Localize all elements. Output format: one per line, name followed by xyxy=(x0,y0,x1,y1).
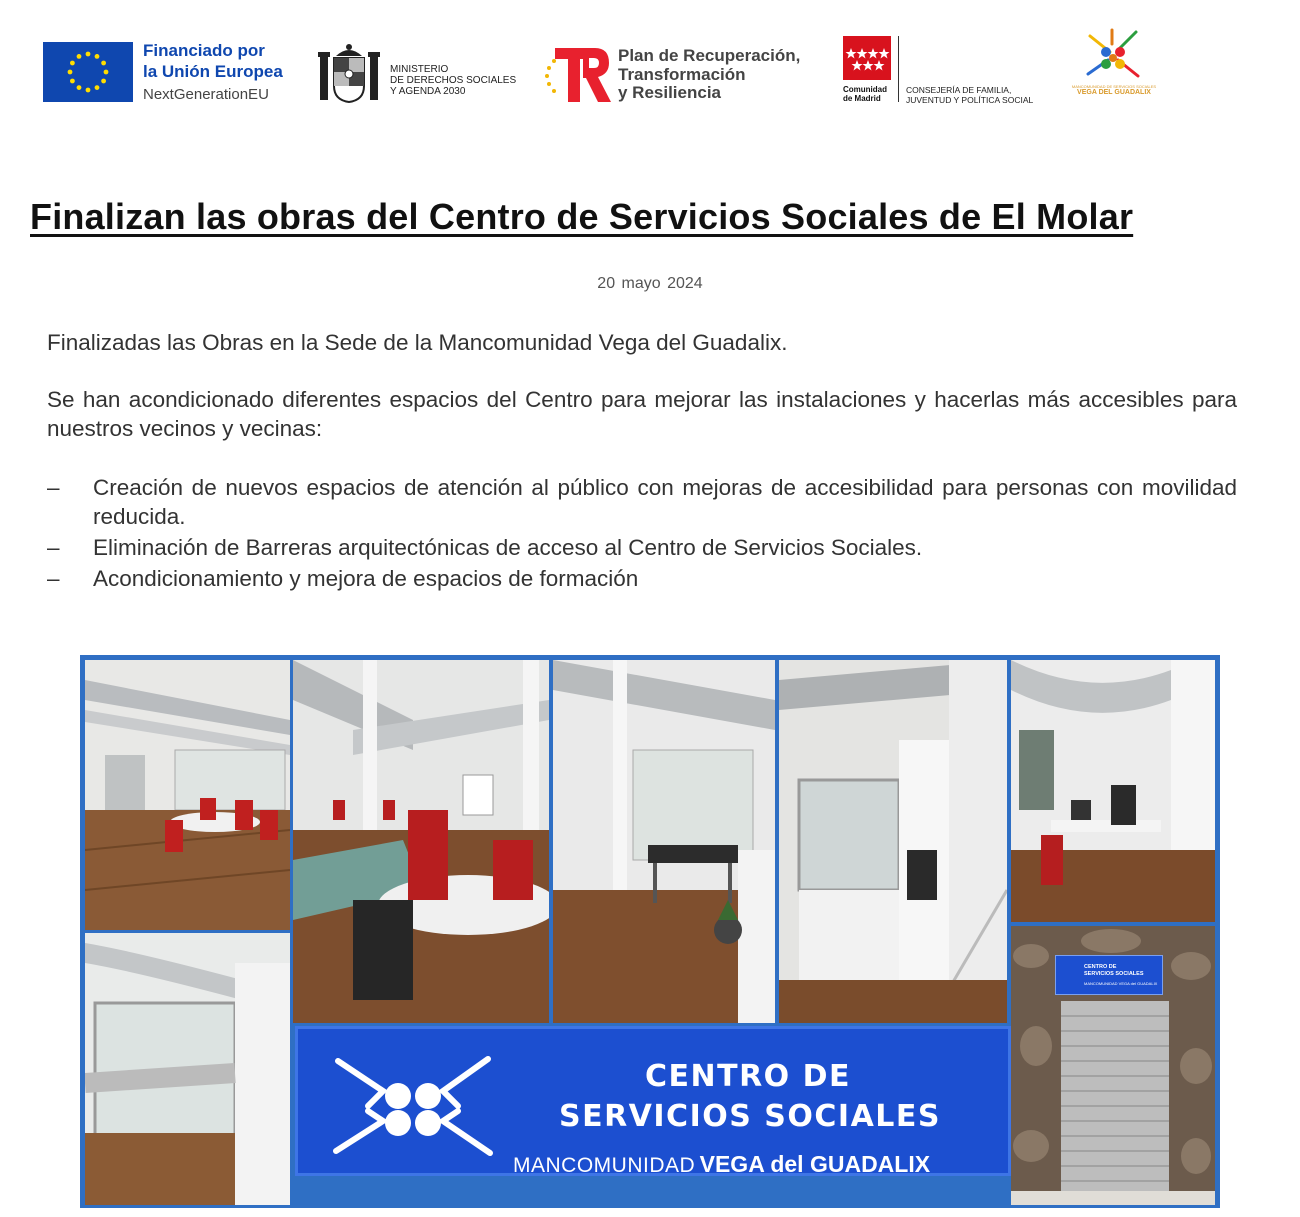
madrid-dept-line-2: JUVENTUD Y POLÍTICA SOCIAL xyxy=(906,94,1034,105)
madrid-name-line-2: de Madrid xyxy=(843,94,881,103)
center-sign xyxy=(295,1026,1011,1176)
vega-guadalix-text xyxy=(1068,84,1160,97)
prtr-line-1: Plan de Recuperación, xyxy=(618,46,801,65)
prtr-line-3: y Resiliencia xyxy=(618,83,722,102)
list-item-text: Acondicionamiento y mejora de espacios de formación xyxy=(93,566,639,591)
spain-coat-of-arms-icon xyxy=(318,42,380,106)
photo-office-red-chairs xyxy=(85,660,290,930)
bullet-dash: – xyxy=(47,475,60,500)
article-date: 20 mayo 2024 xyxy=(597,275,703,292)
sign-line-3 xyxy=(513,1151,993,1178)
list-item-text: Creación de nuevos espacios de atención al público con mejoras de accesibilidad para personas con movilidad reducida. xyxy=(93,475,1237,529)
prtr-line-2: Transformación xyxy=(618,64,746,84)
eu-line-1: Financiado por xyxy=(143,41,265,60)
photo-office-partitions xyxy=(779,660,1007,1023)
madrid-dept-line-1: CONSEJERÍA DE FAMILIA, xyxy=(906,85,1012,95)
photo-waiting-area xyxy=(553,660,775,1023)
article-paragraph: Se han acondicionado diferentes espacios del Centro para mejorar las instalaciones y hacerlas más accesibles para nuestros vecinos y vecinas: xyxy=(47,387,1237,441)
madrid-department xyxy=(906,86,1056,105)
eu-line-3: NextGenerationEU xyxy=(143,86,269,103)
eu-line-2: la Unión Europea xyxy=(143,62,283,81)
entrance-plaque xyxy=(1055,955,1163,995)
plaque-line-3: MANCOMUNIDAD VEGA del GUADALIX xyxy=(1084,981,1158,986)
prtr-text xyxy=(618,47,828,103)
vega-guadalix-logo-icon xyxy=(1082,26,1144,84)
photo-hallway-glass xyxy=(85,933,290,1205)
list-item xyxy=(47,564,1237,593)
vega-small-line: MANCOMUNIDAD DE SERVICIOS SOCIALES xyxy=(1071,84,1157,89)
vega-big-line: VEGA DEL GUADALIX xyxy=(1077,89,1151,96)
sign-line-2: SERVICIOS SOCIALES xyxy=(558,1099,942,1134)
eu-funding-text xyxy=(143,40,313,106)
bullet-dash: – xyxy=(47,535,60,560)
mancomunidad-logo-icon xyxy=(328,1051,498,1161)
plaque-line-1: CENTRO DE xyxy=(1084,964,1117,970)
sign-line-3-name: VEGA del GUADALIX xyxy=(699,1151,931,1177)
logo-strip xyxy=(0,0,1300,130)
sign-line-1: CENTRO DE xyxy=(644,1059,852,1094)
madrid-name-line-1: Comunidad xyxy=(843,85,887,94)
photo-training-room xyxy=(293,660,549,1023)
ministry-text xyxy=(390,64,520,97)
sign-line-3-prefix: MANCOMUNIDAD xyxy=(513,1154,696,1177)
photo-collage xyxy=(80,655,1220,1208)
photo-small-office xyxy=(1011,660,1215,922)
plaque-line-2: SERVICIOS SOCIALES xyxy=(1084,971,1144,977)
madrid-name xyxy=(843,85,897,103)
improvements-list xyxy=(47,473,1237,595)
list-item xyxy=(47,533,1237,562)
ministry-line-2: DE DERECHOS SOCIALES xyxy=(390,75,517,86)
list-item-text: Eliminación de Barreras arquitectónicas de acceso al Centro de Servicios Sociales. xyxy=(93,535,923,560)
madrid-flag-icon xyxy=(843,36,891,80)
article-intro: Finalizadas las Obras en la Sede de la Mancomunidad Vega del Guadalix. xyxy=(47,330,788,355)
ministry-line-1: MINISTERIO xyxy=(390,64,449,75)
article-title: Finalizan las obras del Centro de Servicios Sociales de El Molar xyxy=(30,196,1134,237)
prtr-logo-icon xyxy=(543,46,613,104)
ministry-line-3: Y AGENDA 2030 xyxy=(390,86,466,97)
eu-flag-icon xyxy=(43,42,133,102)
madrid-divider xyxy=(898,36,899,102)
list-item xyxy=(47,473,1237,531)
bullet-dash: – xyxy=(47,566,60,591)
